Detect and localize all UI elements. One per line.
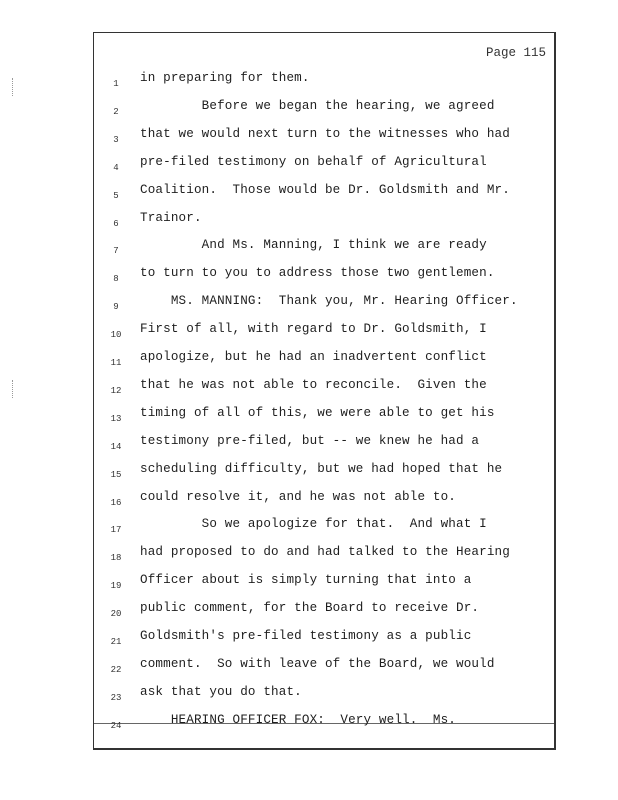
- line-number: 12: [110, 385, 122, 396]
- line-number: 14: [110, 441, 122, 452]
- line-number: 20: [110, 609, 122, 620]
- line-number: 7: [113, 246, 119, 257]
- transcript-line: that he was not able to reconcile. Given the: [140, 377, 487, 392]
- line-number: 18: [110, 553, 122, 564]
- transcript-line: HEARING OFFICER FOX: Very well. Ms.: [140, 712, 457, 727]
- line-number: 15: [110, 469, 122, 480]
- line-number: 1: [113, 79, 119, 89]
- line-number: 6: [113, 218, 119, 229]
- transcript-line: Officer about is simply turning that into a: [140, 573, 472, 588]
- transcript-line: comment. So with leave of the Board, we would: [140, 656, 495, 671]
- transcript-line: had proposed to do and had talked to the Hearing: [140, 545, 510, 560]
- transcript-line: in preparing for them.: [140, 71, 310, 85]
- line-number: 8: [113, 274, 119, 285]
- transcript-line: Before we began the hearing, we agreed: [140, 98, 495, 113]
- scan-mark-middle: [12, 380, 16, 398]
- transcript-line: Coalition. Those would be Dr. Goldsmith and Mr.: [140, 182, 510, 197]
- line-number: 10: [110, 330, 122, 341]
- line-number: 3: [113, 134, 119, 145]
- line-number: 16: [110, 497, 122, 508]
- transcript-line: scheduling difficulty, but we had hoped that he: [140, 461, 503, 476]
- transcript-line: Goldsmith's pre-filed testimony as a public: [140, 629, 472, 643]
- transcript-line: And Ms. Manning, I think we are ready: [140, 238, 487, 253]
- line-number: 22: [110, 664, 122, 675]
- line-number: 9: [113, 302, 119, 313]
- line-number: 5: [113, 190, 119, 201]
- transcript-line: ask that you do that.: [140, 684, 302, 699]
- transcript-line: pre-filed testimony on behalf of Agricultural: [140, 154, 487, 169]
- page-number-label: Page 115: [485, 46, 546, 60]
- transcript-line: timing of all of this, we were able to get his: [140, 405, 495, 420]
- line-number: 2: [113, 106, 119, 117]
- line-number: 4: [113, 162, 119, 173]
- transcript-line: to turn to you to address those two gentlemen.: [140, 266, 495, 281]
- line-number: 21: [110, 637, 122, 647]
- line-number: 19: [110, 581, 122, 592]
- transcript-line: that we would next turn to the witnesses who had: [140, 126, 510, 141]
- transcript-line: So we apologize for that. And what I: [140, 517, 487, 532]
- transcript-line: could resolve it, and he was not able to.: [140, 489, 457, 504]
- line-number: 23: [110, 692, 122, 703]
- transcript-line: public comment, for the Board to receive Dr.: [140, 601, 480, 616]
- transcript-line: Trainor.: [140, 210, 202, 225]
- line-number: 24: [110, 720, 122, 731]
- transcript-line: testimony pre-filed, but -- we knew he had a: [140, 433, 480, 448]
- transcript-line: MS. MANNING: Thank you, Mr. Hearing Officer.: [140, 294, 518, 309]
- transcript-line: apologize, but he had an inadvertent conflict: [140, 350, 487, 364]
- line-number: 17: [110, 525, 122, 536]
- scan-mark-top: [12, 78, 16, 96]
- line-number: 11: [110, 358, 122, 368]
- transcript-line: First of all, with regard to Dr. Goldsmith, I: [140, 322, 487, 337]
- line-number: 13: [110, 413, 122, 424]
